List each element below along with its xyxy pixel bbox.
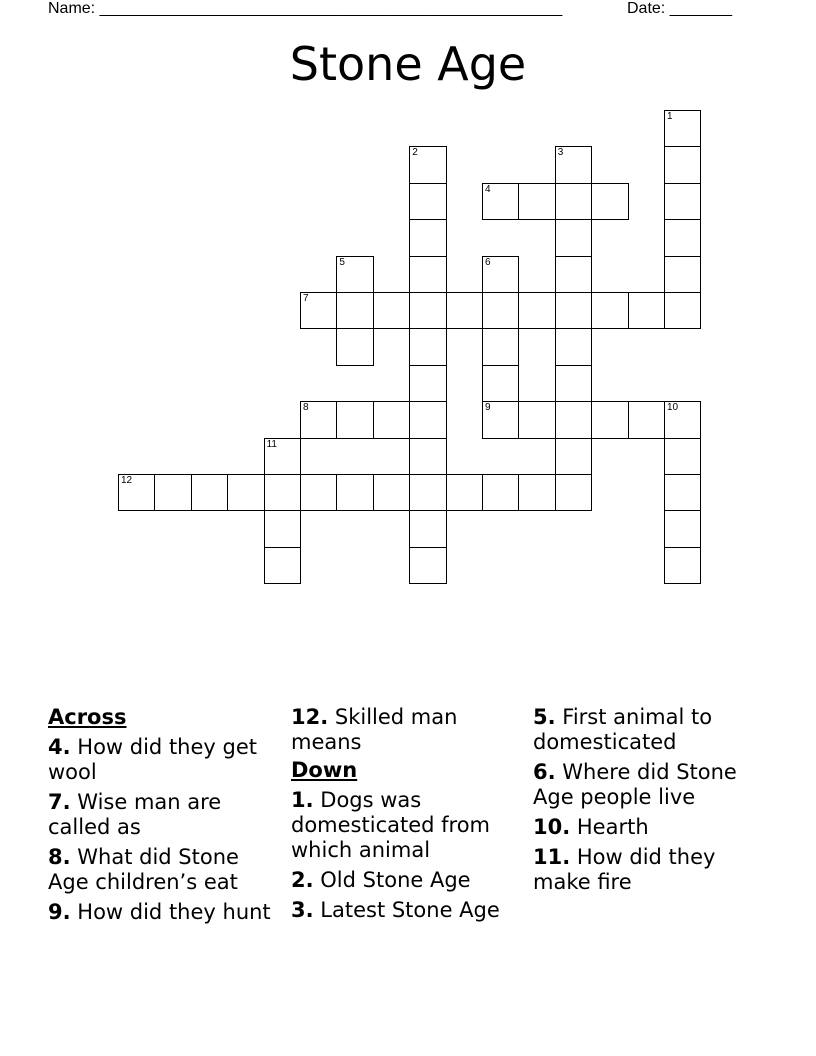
crossword-cell[interactable] [518,183,555,220]
crossword-cell[interactable] [518,474,555,511]
crossword-cell[interactable] [482,328,519,365]
clue-down-11 [533,845,765,895]
crossword-cell[interactable] [555,401,592,438]
clue-number: 4. [48,735,71,759]
crossword-cell[interactable] [373,474,410,511]
clue-column-1 [48,702,280,925]
clue-number: 8. [48,845,71,869]
crossword-cell[interactable] [336,474,373,511]
crossword-cell[interactable] [373,292,410,329]
crossword-cell[interactable] [555,183,592,220]
crossword-cell[interactable] [555,438,592,475]
clue-down-1 [291,788,523,863]
crossword-cell[interactable] [409,292,446,329]
crossword-cell[interactable] [482,292,519,329]
cell-number: 2 [412,147,418,159]
cell-number: 4 [485,183,491,195]
name-field-label: Name: ____________________________________________________ [48,0,563,17]
crossword-cell[interactable] [264,474,301,511]
crossword-cell[interactable] [555,256,592,293]
crossword-cell[interactable] [664,401,701,438]
crossword-cell[interactable] [664,256,701,293]
crossword-cell[interactable] [264,547,301,584]
cell-number: 5 [339,256,345,268]
crossword-cell[interactable] [555,146,592,183]
crossword-cell[interactable] [664,110,701,147]
clue-number: 12. [291,705,329,729]
across-heading: Across [48,705,127,729]
crossword-cell[interactable] [482,365,519,402]
clue-text: Old Stone Age [320,868,471,892]
crossword-cell[interactable] [409,146,446,183]
clue-down-6 [533,760,765,810]
crossword-cell[interactable] [409,474,446,511]
crossword-cell[interactable] [555,328,592,365]
cell-number: 6 [485,256,491,268]
crossword-cell[interactable] [591,183,628,220]
clue-number: 9. [48,900,71,924]
clue-number: 3. [291,898,314,922]
clue-number: 11. [533,845,571,869]
crossword-cell[interactable] [409,328,446,365]
crossword-cell[interactable] [555,365,592,402]
clue-text: Dogs was domesticated from which animal [291,788,491,862]
clue-text: Hearth [576,815,649,839]
crossword-cell[interactable] [664,146,701,183]
crossword-cell[interactable] [628,401,665,438]
date-field-label: Date: _______ [627,0,732,17]
clue-column-2 [291,702,523,923]
crossword-cell[interactable] [555,219,592,256]
crossword-cell[interactable] [409,510,446,547]
cell-number: 3 [557,147,564,159]
crossword-cell[interactable] [555,292,592,329]
clue-text: How did they get wool [48,735,257,784]
crossword-cell[interactable] [446,292,483,329]
crossword-cell[interactable] [591,401,628,438]
crossword-cell[interactable] [336,401,373,438]
cell-number: 10 [667,402,679,414]
clue-text: How did they hunt [77,900,271,924]
clue-across-9 [48,900,280,925]
cell-number: 1 [667,111,673,122]
crossword-cell[interactable] [227,474,264,511]
crossword-cell[interactable] [409,438,446,475]
clue-across-4 [48,735,280,785]
crossword-cell[interactable] [373,401,410,438]
clue-text: How did they make fire [533,845,716,894]
crossword-cell[interactable] [482,183,519,220]
clue-number: 6. [533,760,556,784]
clue-number: 1. [291,788,314,812]
clue-down-3 [291,898,523,923]
clue-text: Skilled man means [291,705,458,754]
crossword-cell[interactable] [664,510,701,547]
cell-number: 7 [303,293,309,304]
clue-down-10 [533,815,765,840]
crossword-cell[interactable] [664,547,701,584]
crossword-cell[interactable] [664,438,701,475]
crossword-cell[interactable] [300,401,337,438]
clue-down-5 [533,705,765,755]
crossword-cell[interactable] [664,219,701,256]
crossword-cell[interactable] [482,474,519,511]
clue-text: Where did Stone Age people live [533,760,737,809]
crossword-cell[interactable] [191,474,228,511]
crossword-cell[interactable] [336,256,373,293]
cell-number: 11 [266,438,277,450]
crossword-cell[interactable] [336,328,373,365]
clue-across-7 [48,790,280,840]
clue-number: 7. [48,790,71,814]
crossword-cell[interactable] [664,183,701,220]
clue-text: What did Stone Age children’s eat [48,845,239,894]
crossword-cell[interactable] [300,292,337,329]
crossword-cell[interactable] [664,474,701,511]
clue-text: Wise man are called as [48,790,222,839]
crossword-cell[interactable] [446,474,483,511]
crossword-cell[interactable] [154,474,191,511]
crossword-cell[interactable] [409,547,446,584]
clue-number: 5. [533,705,556,729]
crossword-cell[interactable] [482,256,519,293]
crossword-cell[interactable] [591,292,628,329]
crossword-cell[interactable] [555,474,592,511]
crossword-cell[interactable] [664,292,701,329]
crossword-cell[interactable] [409,256,446,293]
clue-column-3 [533,702,765,895]
crossword-cell[interactable] [336,292,373,329]
crossword-cell[interactable] [518,292,555,329]
crossword-cell[interactable] [409,365,446,402]
clue-text: First animal to domesticated [533,705,713,754]
crossword-cell[interactable] [300,474,337,511]
crossword-cell[interactable] [264,510,301,547]
clue-down-2 [291,868,523,893]
clue-number: 2. [291,868,314,892]
clue-number: 10. [533,815,571,839]
crossword-cell[interactable] [409,401,446,438]
crossword-cell[interactable] [628,292,665,329]
crossword-cell[interactable] [264,438,301,475]
clue-text: Latest Stone Age [320,898,500,922]
clue-across-8 [48,845,280,895]
crossword-cell[interactable] [409,219,446,256]
down-heading: Down [291,758,358,782]
crossword-cell[interactable] [482,401,519,438]
crossword-cell[interactable] [518,401,555,438]
crossword-cell[interactable] [409,183,446,220]
cell-number: 8 [303,402,309,414]
clue-across-12 [291,705,523,755]
cell-number: 12 [121,475,133,486]
crossword-cell[interactable] [118,474,155,511]
page-title: Stone Age [289,37,527,91]
cell-number: 9 [485,402,491,414]
